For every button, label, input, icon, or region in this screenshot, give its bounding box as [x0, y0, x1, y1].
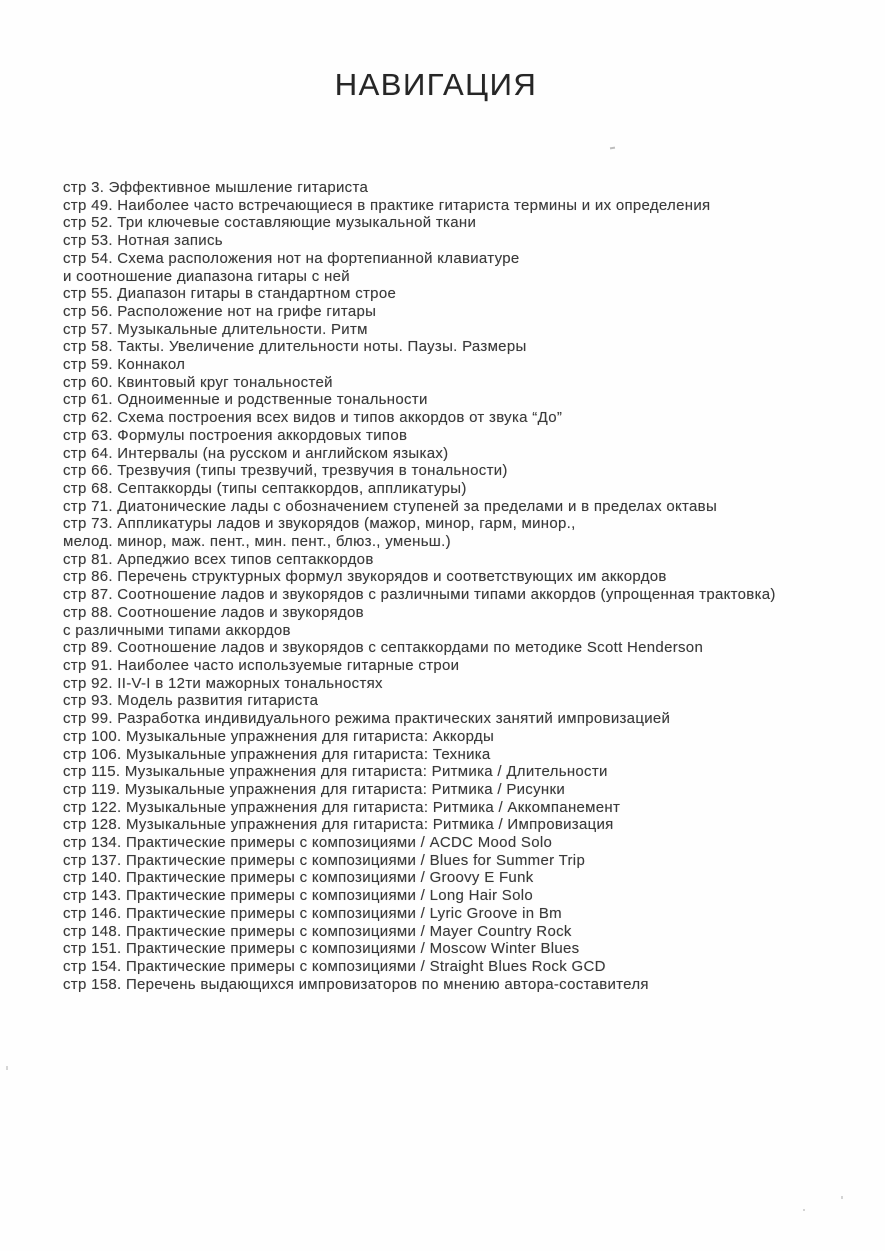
toc-entry: стр 115. Музыкальные упражнения для гитариста: Ритмика / Длительности	[63, 763, 608, 781]
toc-entry: стр 148. Практические примеры с композициями / Mayer Country Rock	[63, 922, 572, 940]
toc-entry: стр 91. Наиболее часто используемые гитарные строи	[63, 656, 460, 674]
toc-entry: стр 49. Наиболее часто встречающиеся в практике гитариста термины и их определения	[63, 196, 711, 214]
toc-entry: стр 54. Схема расположения нот на фортепианной клавиатуре	[63, 249, 520, 267]
toc-entry: стр 58. Такты. Увеличение длительности ноты. Паузы. Размеры	[63, 338, 527, 356]
page-title: НАВИГАЦИЯ	[334, 66, 538, 102]
toc-entry: стр 89. Соотношение ладов и звукорядов с септаккордами по методике Scott Henderson	[63, 639, 704, 657]
toc-entry: стр 64. Интервалы (на русском и английском языках)	[63, 444, 449, 462]
toc-entry: стр 93. Модель развития гитариста	[63, 692, 319, 710]
toc-entry: стр 92. II-V-I в 12ти мажорных тональностях	[63, 674, 383, 692]
toc-entry: стр 86. Перечень структурных формул звукорядов и соответствующих им аккордов	[63, 568, 667, 586]
toc-entry: стр 55. Диапазон гитары в стандартном строе	[63, 285, 397, 303]
toc-entry: стр 53. Нотная запись	[63, 232, 223, 250]
toc-entry: стр 52. Три ключевые составляющие музыкальной ткани	[63, 214, 477, 232]
toc-entry: стр 158. Перечень выдающихся импровизаторов по мнению автора-составителя	[63, 975, 649, 993]
toc-entry: стр 88. Соотношение ладов и звукорядов	[63, 603, 364, 621]
toc-entry: мелод. минор, маж. пент., мин. пент., блюз., уменьш.)	[63, 533, 451, 551]
toc-entry: стр 146. Практические примеры с композициями / Lyric Groove in Bm	[63, 904, 562, 922]
toc-entry: стр 3. Эффективное мышление гитариста	[63, 179, 369, 196]
toc-entry: стр 134. Практические примеры с композициями / ACDC Mood Solo	[63, 834, 553, 852]
toc-entry: стр 106. Музыкальные упражнения для гитариста: Техника	[63, 745, 491, 763]
toc-entry: стр 122. Музыкальные упражнения для гитариста: Ритмика / Аккомпанемент	[63, 798, 621, 816]
toc-list	[63, 179, 865, 993]
toc-entry: стр 128. Музыкальные упражнения для гитариста: Ритмика / Импровизация	[63, 816, 614, 834]
toc-entry: стр 151. Практические примеры с композициями / Moscow Winter Blues	[63, 940, 580, 958]
toc-entry: стр 71. Диатонические лады с обозначением ступеней за пределами и в пределах октавы	[63, 497, 718, 515]
toc-entry: стр 137. Практические примеры с композициями / Blues for Summer Trip	[63, 851, 586, 869]
toc-entry: стр 56. Расположение нот на грифе гитары	[63, 302, 377, 320]
toc-entry: стр 87. Соотношение ладов и звукорядов с различными типами аккордов (упрощенная трактовка)	[63, 586, 776, 604]
toc-entry: стр 60. Квинтовый круг тональностей	[63, 373, 333, 391]
toc-entry: стр 66. Трезвучия (типы трезвучий, трезвучия в тональности)	[63, 462, 508, 480]
toc-entry: стр 140. Практические примеры с композициями / Groovy E Funk	[63, 869, 534, 887]
scan-speck	[6, 1066, 8, 1070]
toc-entry: стр 61. Одноименные и родственные тональности	[63, 391, 428, 409]
scan-speck	[841, 1196, 843, 1199]
toc-entry: стр 100. Музыкальные упражнения для гитариста: Аккорды	[63, 727, 495, 745]
toc-entry: стр 154. Практические примеры с композициями / Straight Blues Rock GCD	[63, 957, 606, 975]
toc-entry: стр 119. Музыкальные упражнения для гитариста: Ритмика / Рисунки	[63, 780, 566, 798]
toc-entry: стр 63. Формулы построения аккордовых типов	[63, 426, 408, 444]
toc-entry: стр 143. Практические примеры с композициями / Long Hair Solo	[63, 887, 534, 905]
toc-entry: стр 59. Коннакол	[63, 356, 186, 374]
toc-entry: стр 68. Септаккорды (типы септаккордов, аппликатуры)	[63, 479, 467, 497]
scan-speck	[803, 1209, 805, 1211]
toc-entry: стр 57. Музыкальные длительности. Ритм	[63, 320, 368, 338]
toc-entry: стр 62. Схема построения всех видов и типов аккордов от звука “До”	[63, 409, 563, 427]
toc-entry: с различными типами аккордов	[63, 621, 291, 639]
toc-entry: стр 73. Аппликатуры ладов и звукорядов (мажор, минор, гарм, минор.,	[63, 515, 576, 533]
toc-entry: стр 81. Арпеджио всех типов септаккордов	[63, 550, 374, 568]
toc-entry: стр 99. Разработка индивидуального режима практических занятий импровизацией	[63, 710, 671, 728]
scan-speck	[610, 147, 615, 150]
toc-entry: и соотношение диапазона гитары с ней	[63, 267, 350, 285]
